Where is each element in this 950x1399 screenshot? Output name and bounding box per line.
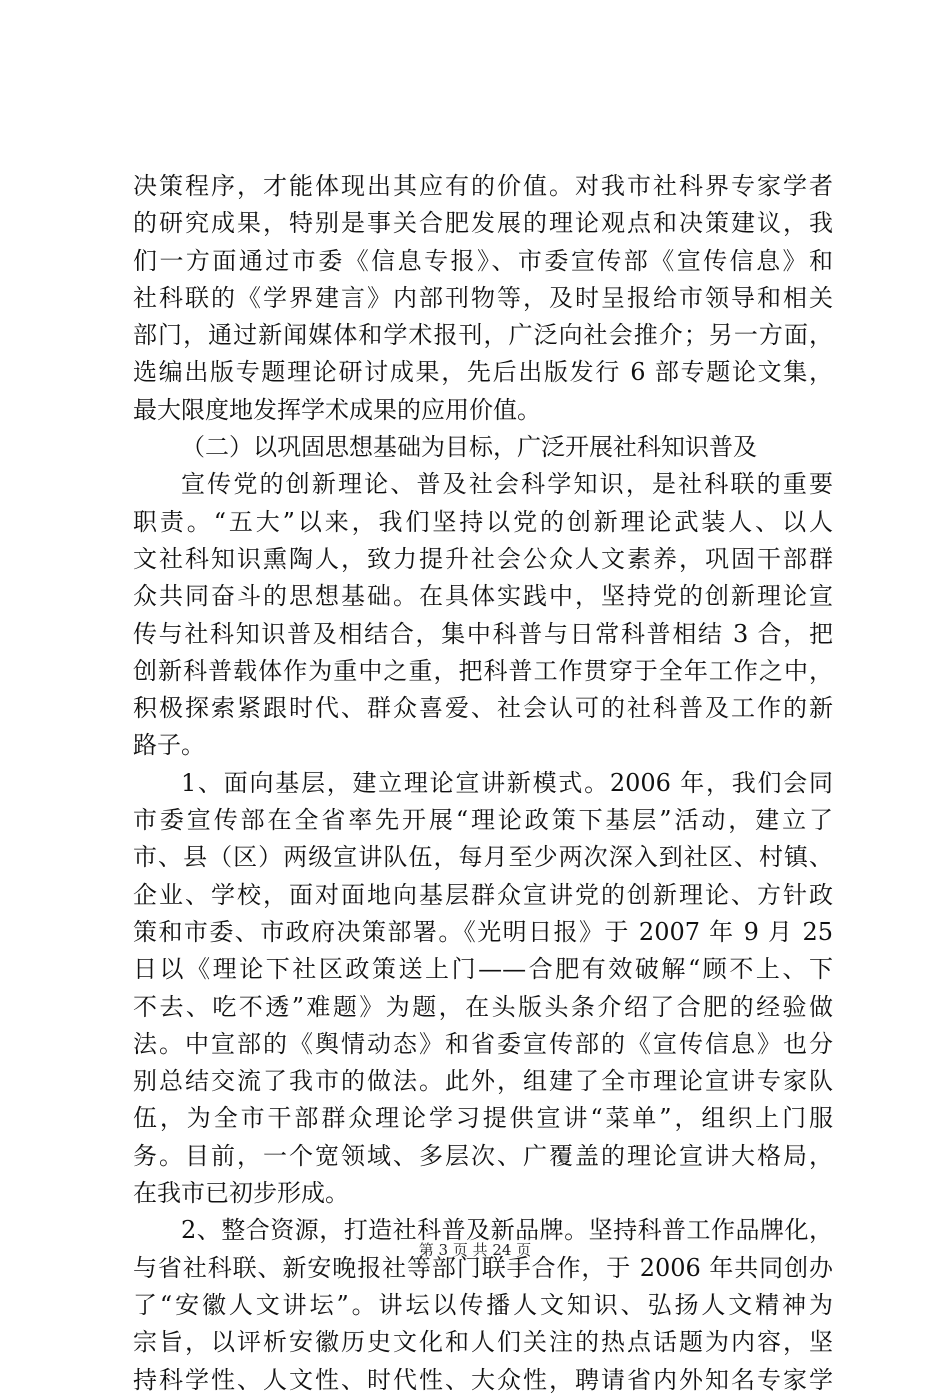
text-line: 在我市已初步形成。: [133, 1179, 349, 1208]
text-line: 部门，通过新闻媒体和学术报刊，广泛向社会推介；另一方面，: [133, 321, 833, 350]
text-line: 社科联的《学界建言》内部刊物等，及时呈报给市领导和相关: [133, 283, 833, 312]
text-line: 路子。: [133, 731, 205, 760]
text-line: 的研究成果，特别是事关合肥发展的理论观点和决策建议，我: [133, 209, 833, 238]
text-line: 1、面向基层，建立理论宣讲新模式。2006 年，我们会同: [181, 768, 833, 797]
text-line: 市委宣传部在全省率先开展“理论政策下基层”活动，建立了: [133, 806, 833, 835]
text-line: 最大限度地发挥学术成果的应用价值。: [133, 395, 541, 424]
text-line: 创新科普载体作为重中之重，把科普工作贯穿于全年工作之中，: [133, 656, 833, 685]
text-line: 们一方面通过市委《信息专报》、市委宣传部《宣传信息》和: [133, 246, 833, 275]
text-line: 市、县（区）两级宣讲队伍，每月至少两次深入到社区、村镇、: [133, 843, 833, 872]
section-heading: （二）以巩固思想基础为目标，广泛开展社科知识普及: [181, 433, 757, 462]
text-line: 伍，为全市干部群众理论学习提供宣讲“菜单”，组织上门服: [133, 1104, 833, 1133]
text-line: 法。中宣部的《舆情动态》和省委宣传部的《宣传信息》也分: [133, 1029, 833, 1058]
text-line: 选编出版专题理论研讨成果，先后出版发行 6 部专题论文集，: [133, 358, 833, 387]
text-line: 不去、吃不透”难题》为题，在头版头条介绍了合肥的经验做: [133, 992, 833, 1021]
text-line: 宗旨，以评析安徽历史文化和人们关注的热点话题为内容，坚: [133, 1328, 833, 1357]
text-line: 了“安徽人文讲坛”。讲坛以传播人文知识、弘扬人文精神为: [133, 1290, 833, 1319]
page-number: 第 3 页 共 24 页: [418, 1241, 532, 1259]
text-line: 积极探索紧跟时代、群众喜爱、社会认可的社科普及工作的新: [133, 694, 833, 723]
text-line: 宣传党的创新理论、普及社会科学知识，是社科联的重要: [181, 470, 833, 499]
text-line: 2、整合资源，打造社科普及新品牌。坚持科普工作品牌化，: [181, 1216, 833, 1245]
text-line: 持科学性、人文性、时代性、大众性，聘请省内外知名专家学: [133, 1365, 833, 1394]
text-line: 别总结交流了我市的做法。此外，组建了全市理论宣讲专家队: [133, 1067, 833, 1096]
text-line: 决策程序，才能体现出其应有的价值。对我市社科界专家学者: [133, 172, 833, 200]
text-line: 与省社科联、新安晚报社等部门联手合作，于 2006 年共同创办: [133, 1253, 833, 1282]
text-line: 传与社科知识普及相结合，集中科普与日常科普相结 3 合，把: [133, 619, 833, 648]
text-line: 企业、学校，面对面地向基层群众宣讲党的创新理论、方针政: [133, 880, 833, 909]
text-line: 职责。“五大”以来，我们坚持以党的创新理论武装人、以人: [133, 507, 833, 536]
text-line: 文社科知识熏陶人，致力提升社会公众人文素养，巩固干部群: [133, 544, 833, 573]
document-body: [133, 168, 833, 1399]
text-line: 日以《理论下社区政策送上门——合肥有效破解“顾不上、下: [133, 955, 833, 984]
text-line: 务。目前，一个宽领域、多层次、广覆盖的理论宣讲大格局，: [133, 1141, 833, 1170]
text-line: 策和市委、市政府决策部署。《光明日报》于 2007 年 9 月 25: [133, 917, 833, 946]
text-line: 众共同奋斗的思想基础。在具体实践中，坚持党的创新理论宣: [133, 582, 833, 611]
